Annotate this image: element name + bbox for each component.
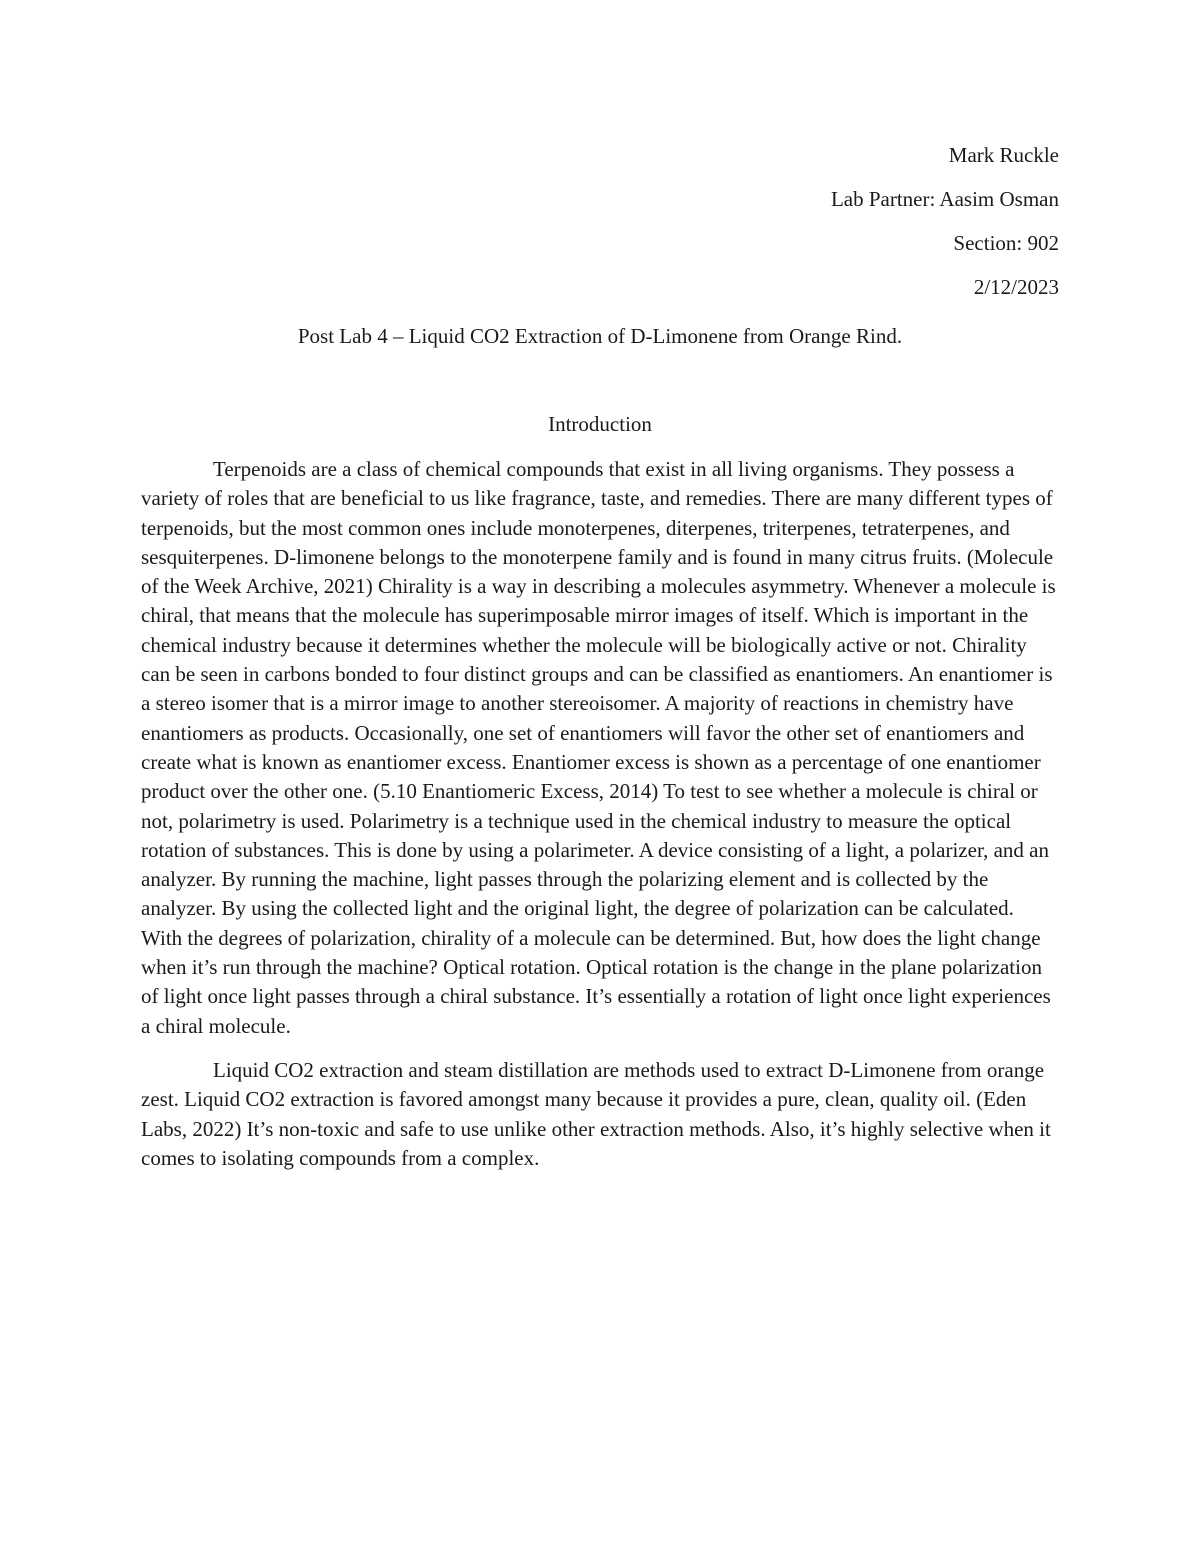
- section-heading-introduction: Introduction: [548, 412, 652, 436]
- report-date: 2/12/2023: [973, 275, 1059, 299]
- lab-partner: Lab Partner: Aasim Osman: [830, 187, 1059, 211]
- paragraph: Liquid CO2 extraction and steam distillation are methods used to extract D-Limonene from orange zest. Liquid CO2 extraction is favored amongst many because it provides a pure, clean, quality oil. (Eden Labs, 2022) It’s non-toxic and safe to use unlike other extraction methods. Also, it’s highly selective when it comes to isolating compounds from a complex.: [141, 1057, 1051, 1170]
- section-number: Section: 902: [953, 231, 1059, 255]
- introduction-body: [141, 455, 1059, 1188]
- author-name: Mark Ruckle: [948, 143, 1059, 167]
- author-header: [831, 141, 1059, 317]
- document-title: Post Lab 4 – Liquid CO2 Extraction of D-Limonene from Orange Rind.: [297, 324, 903, 348]
- paragraph: Terpenoids are a class of chemical compounds that exist in all living organisms. They possess a variety of roles that are beneficial to us like fragrance, taste, and remedies. There are many different types of terpenoids, but the most common ones include monoterpenes, diterpenes, triterpenes, tetraterpenes, and sesquiterpenes. D-limonene belongs to the monoterpene family and is found in many citrus fruits. (Molecule of the Week Archive, 2021) Chirality is a way in describing a molecules asymmetry. Whenever a molecule is chiral, that means that the molecule has superimposable mirror images of itself. Which is important in the chemical industry because it determines whether the molecule will be biologically active or not. Chirality can be seen in carbons bonded to four distinct groups and can be classified as enantiomers. An enantiomer is a stereo isomer that is a mirror image to another stereoisomer. A majority of reactions in chemistry have enantiomers as products. Occasionally, one set of enantiomers will favor the other set of enantiomers and create what is known as enantiomer excess. Enantiomer excess is shown as a percentage of one enantiomer product over the other one. (5.10 Enantiomeric Excess, 2014) To test to see whether a molecule is chiral or not, polarimetry is used. Polarimetry is a technique used in the chemical industry to measure the optical rotation of substances. This is done by using a polarimeter. A device consisting of a light, a polarizer, and an analyzer. By running the machine, light passes through the polarizing element and is collected by the analyzer. By using the collected light and the original light, the degree of polarization can be calculated. With the degrees of polarization, chirality of a molecule can be determined. But, how does the light change when it’s run through the machine? Optical rotation. Optical rotation is the change in the plane polarization of light once light passes through a chiral substance. It’s essentially a rotation of light once light experiences a chiral molecule.: [141, 457, 1056, 1038]
